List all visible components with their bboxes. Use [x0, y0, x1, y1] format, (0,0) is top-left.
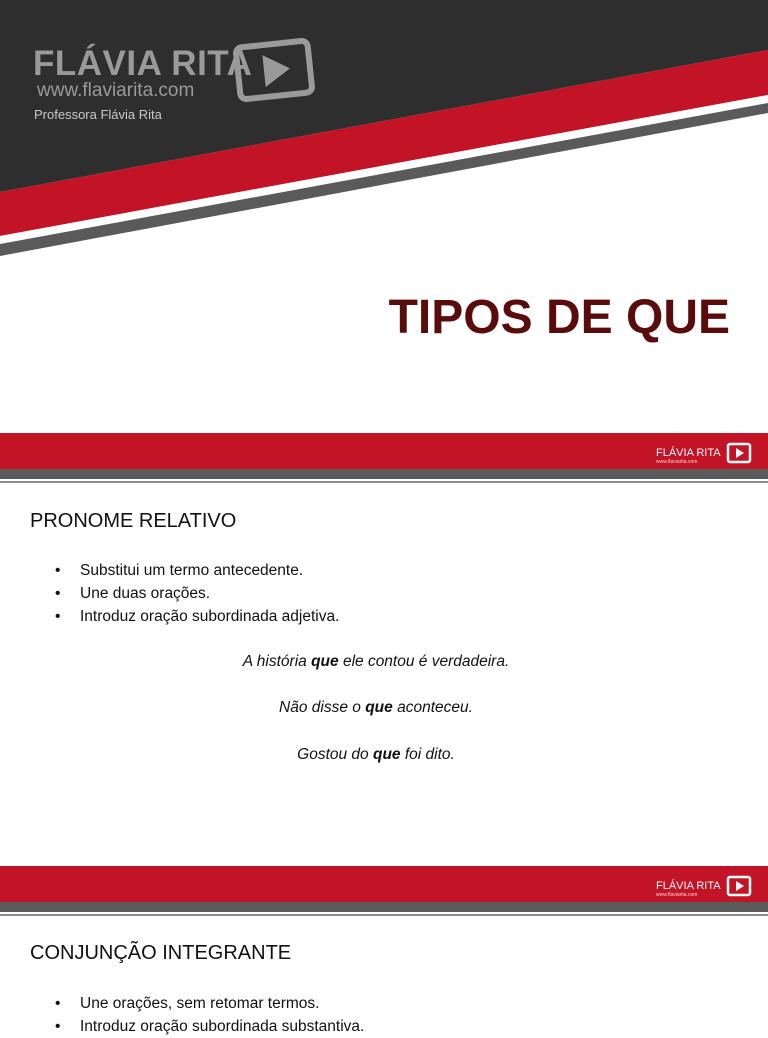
slide-header-band: [0, 433, 768, 469]
mini-logo: [656, 439, 752, 467]
highlight-word: que: [365, 699, 393, 716]
example-sentence: Gostou do que foi dito.: [297, 746, 455, 763]
play-icon: [726, 442, 752, 464]
section-title: CONJUNÇÃO INTEGRANTE: [30, 942, 292, 964]
slide-header-gray-stripe: [0, 469, 768, 479]
content-slide-conjuncao-integrante: [0, 866, 768, 1035]
bullet-list: [55, 992, 364, 1038]
play-icon: [232, 38, 316, 102]
highlight-word: que: [372, 746, 401, 763]
example-sentence: Não disse o que aconteceu.: [279, 699, 473, 716]
list-item: • Introduz oração subordinada adjetiva.: [55, 605, 339, 628]
slide-header-thin-line: [0, 914, 768, 916]
bullet-list: [55, 559, 339, 628]
list-item: • Introduz oração subordinada substantiva.: [55, 1015, 364, 1038]
list-item: • Une duas orações.: [55, 582, 339, 605]
example-sentence: A história que ele contou é verdadeira.: [242, 653, 510, 670]
mini-brand-name: FLÁVIA RITA: [656, 879, 721, 892]
list-item: • Une orações, sem retomar termos.: [55, 992, 364, 1015]
slide-header-thin-line: [0, 481, 768, 483]
page-title: TIPOS DE QUE: [388, 291, 730, 344]
mini-brand-url: www.flaviarita.com: [656, 459, 698, 465]
play-icon: [726, 875, 752, 897]
section-title: PRONOME RELATIVO: [30, 510, 237, 532]
professor-name: Professora Flávia Rita: [34, 107, 162, 122]
mini-brand-name: FLÁVIA RITA: [656, 446, 721, 459]
highlight-word: que: [311, 653, 339, 670]
content-slide-pronome-relativo: [0, 433, 768, 865]
mini-brand-url: www.flaviarita.com: [656, 892, 698, 898]
list-item: • Substitui um termo antecedente.: [55, 559, 339, 582]
brand-url: www.flaviarita.com: [37, 80, 195, 101]
title-slide: [0, 0, 768, 432]
slide-header-gray-stripe: [0, 902, 768, 912]
slide-header-band: [0, 866, 768, 902]
mini-logo: [656, 872, 752, 900]
brand-name: FLÁVIA RITA: [33, 44, 253, 83]
